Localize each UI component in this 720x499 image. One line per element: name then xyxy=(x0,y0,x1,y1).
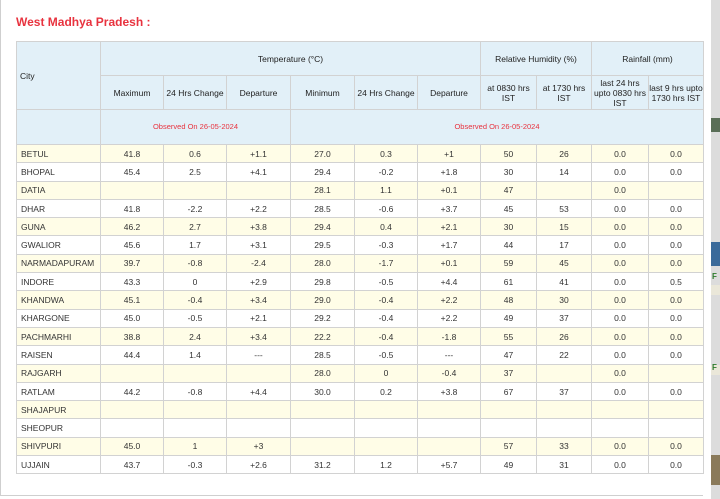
cell-rh-1730: 14 xyxy=(537,163,592,181)
cell-departure-min xyxy=(418,401,481,419)
observed-date-max: Observed On 26-05-2024 xyxy=(101,110,291,145)
cell-departure-min: +5.7 xyxy=(418,456,481,474)
cell-maximum: 45.6 xyxy=(101,236,164,254)
cell-change24-min: -0.4 xyxy=(355,309,418,327)
table-row xyxy=(17,199,704,217)
cell-minimum xyxy=(291,437,355,455)
cell-departure-max: +4.1 xyxy=(227,163,291,181)
cell-rh-1730: 45 xyxy=(537,254,592,272)
cell-change24-max: 2.5 xyxy=(164,163,227,181)
cell-change24-min: -0.4 xyxy=(355,291,418,309)
cell-minimum: 28.0 xyxy=(291,364,355,382)
header-departure-max: Departure xyxy=(227,76,291,110)
weather-table-wrapper xyxy=(16,41,703,474)
cell-rh-0830: 57 xyxy=(481,437,537,455)
cell-departure-max: -2.4 xyxy=(227,254,291,272)
cell-change24-min: -0.5 xyxy=(355,273,418,291)
header-departure-min: Departure xyxy=(418,76,481,110)
cell-maximum: 46.2 xyxy=(101,218,164,236)
table-row xyxy=(17,218,704,236)
cell-maximum: 39.7 xyxy=(101,254,164,272)
cell-maximum xyxy=(101,401,164,419)
cell-change24-max: -2.2 xyxy=(164,199,227,217)
cell-rh-1730: 37 xyxy=(537,382,592,400)
cell-change24-max: 1.4 xyxy=(164,346,227,364)
cell-change24-max: -0.3 xyxy=(164,456,227,474)
cell-minimum: 31.2 xyxy=(291,456,355,474)
cell-departure-max xyxy=(227,419,291,437)
cell-rain-24 xyxy=(592,419,649,437)
cell-rain-24: 0.0 xyxy=(592,346,649,364)
cell-maximum: 45.1 xyxy=(101,291,164,309)
cell-change24-min: -0.6 xyxy=(355,199,418,217)
cell-rh-0830: 59 xyxy=(481,254,537,272)
header-rain-9: last 9 hrs upto 1730 hrs IST xyxy=(649,76,704,110)
cell-rain-24: 0.0 xyxy=(592,382,649,400)
cell-rh-1730: 26 xyxy=(537,327,592,345)
table-row xyxy=(17,254,704,272)
cell-departure-min: +4.4 xyxy=(418,273,481,291)
cell-rain-9: 0.0 xyxy=(649,456,704,474)
cell-rh-0830: 37 xyxy=(481,364,537,382)
cell-minimum: 28.1 xyxy=(291,181,355,199)
cell-rain-9: 0.0 xyxy=(649,309,704,327)
region-heading: West Madhya Pradesh : xyxy=(16,15,151,29)
cell-city: KHARGONE xyxy=(17,309,101,327)
cell-rain-24: 0.0 xyxy=(592,199,649,217)
table-header xyxy=(17,42,704,145)
table-row xyxy=(17,163,704,181)
cell-change24-max: -0.4 xyxy=(164,291,227,309)
table-row xyxy=(17,273,704,291)
header-rain-24: last 24 hrs upto 0830 hrs IST xyxy=(592,76,649,110)
cell-rh-1730: 41 xyxy=(537,273,592,291)
cell-change24-max: 1 xyxy=(164,437,227,455)
header-city: City xyxy=(17,42,101,110)
cell-departure-max xyxy=(227,181,291,199)
cell-rh-0830: 55 xyxy=(481,327,537,345)
cell-minimum: 28.5 xyxy=(291,199,355,217)
cell-city: GWALIOR xyxy=(17,236,101,254)
cell-minimum: 29.5 xyxy=(291,236,355,254)
cell-rh-0830: 30 xyxy=(481,218,537,236)
table-row xyxy=(17,346,704,364)
header-change24-min: 24 Hrs Change xyxy=(355,76,418,110)
cell-rain-9: 0.0 xyxy=(649,236,704,254)
cell-city: BETUL xyxy=(17,145,101,163)
cell-rain-24: 0.0 xyxy=(592,145,649,163)
header-humidity: Relative Humidity (%) xyxy=(481,42,592,76)
table-row xyxy=(17,327,704,345)
cell-maximum: 38.8 xyxy=(101,327,164,345)
cell-maximum: 44.2 xyxy=(101,382,164,400)
cell-change24-min: 0.3 xyxy=(355,145,418,163)
cell-departure-max: +3.1 xyxy=(227,236,291,254)
cell-departure-max: +3.8 xyxy=(227,218,291,236)
cell-rain-24: 0.0 xyxy=(592,291,649,309)
cell-rh-0830 xyxy=(481,419,537,437)
cell-departure-min xyxy=(418,419,481,437)
cell-change24-min: -0.3 xyxy=(355,236,418,254)
cell-rain-24: 0.0 xyxy=(592,273,649,291)
cell-change24-min: 1.2 xyxy=(355,456,418,474)
cell-city: RAJGARH xyxy=(17,364,101,382)
cell-minimum: 29.2 xyxy=(291,309,355,327)
cell-change24-max: 0 xyxy=(164,273,227,291)
cell-change24-min: -0.5 xyxy=(355,346,418,364)
cell-rain-24: 0.0 xyxy=(592,364,649,382)
cell-rh-0830: 44 xyxy=(481,236,537,254)
cell-departure-min: +3.8 xyxy=(418,382,481,400)
cell-departure-max: +2.2 xyxy=(227,199,291,217)
cell-rh-0830: 47 xyxy=(481,346,537,364)
cell-rh-1730: 26 xyxy=(537,145,592,163)
cell-change24-max: 1.7 xyxy=(164,236,227,254)
cell-rh-1730: 30 xyxy=(537,291,592,309)
cell-rain-9: 0.0 xyxy=(649,163,704,181)
cell-maximum: 44.4 xyxy=(101,346,164,364)
cell-departure-min: +1.7 xyxy=(418,236,481,254)
cell-change24-min xyxy=(355,401,418,419)
table-row xyxy=(17,437,704,455)
cell-city: PACHMARHI xyxy=(17,327,101,345)
cell-rain-24: 0.0 xyxy=(592,456,649,474)
cell-departure-min: +1.8 xyxy=(418,163,481,181)
cell-rain-24: 0.0 xyxy=(592,437,649,455)
observed-date-min: Observed On 26-05-2024 xyxy=(291,110,704,145)
cell-city: NARMADAPURAM xyxy=(17,254,101,272)
cell-departure-max: +2.9 xyxy=(227,273,291,291)
header-rh-1730: at 1730 hrs IST xyxy=(537,76,592,110)
table-row xyxy=(17,401,704,419)
cell-city: RAISEN xyxy=(17,346,101,364)
cell-city: DATIA xyxy=(17,181,101,199)
cell-departure-max xyxy=(227,364,291,382)
cell-rh-0830: 49 xyxy=(481,456,537,474)
cell-rh-1730: 31 xyxy=(537,456,592,474)
cell-departure-max: +3.4 xyxy=(227,291,291,309)
cell-departure-min: +3.7 xyxy=(418,199,481,217)
cell-maximum xyxy=(101,181,164,199)
cell-city: INDORE xyxy=(17,273,101,291)
cell-maximum: 43.3 xyxy=(101,273,164,291)
cell-rain-9 xyxy=(649,419,704,437)
cell-minimum xyxy=(291,401,355,419)
cell-rh-1730 xyxy=(537,401,592,419)
table-row xyxy=(17,419,704,437)
cell-rain-24: 0.0 xyxy=(592,181,649,199)
cell-city: SHEOPUR xyxy=(17,419,101,437)
cell-departure-max: +3.4 xyxy=(227,327,291,345)
cell-change24-max xyxy=(164,181,227,199)
cell-departure-min: +2.2 xyxy=(418,309,481,327)
cell-departure-min: +0.1 xyxy=(418,254,481,272)
cell-city: DHAR xyxy=(17,199,101,217)
cell-departure-max: +2.6 xyxy=(227,456,291,474)
side-mark: F xyxy=(712,363,717,372)
cell-change24-max: 0.6 xyxy=(164,145,227,163)
cell-departure-min: -0.4 xyxy=(418,364,481,382)
cell-rain-9: 0.0 xyxy=(649,327,704,345)
cell-departure-min: +2.1 xyxy=(418,218,481,236)
cell-rh-0830: 47 xyxy=(481,181,537,199)
cell-rain-9 xyxy=(649,364,704,382)
table-row xyxy=(17,309,704,327)
cell-rh-0830: 48 xyxy=(481,291,537,309)
cell-rh-0830: 49 xyxy=(481,309,537,327)
cell-minimum: 29.4 xyxy=(291,218,355,236)
weather-table xyxy=(16,41,704,474)
cell-rain-24: 0.0 xyxy=(592,218,649,236)
cell-change24-max xyxy=(164,401,227,419)
cell-city: UJJAIN xyxy=(17,456,101,474)
cell-maximum: 45.4 xyxy=(101,163,164,181)
cell-change24-min: 0.2 xyxy=(355,382,418,400)
cell-rh-1730 xyxy=(537,364,592,382)
cell-departure-min: +0.1 xyxy=(418,181,481,199)
cell-departure-max: --- xyxy=(227,346,291,364)
cell-change24-max: -0.8 xyxy=(164,382,227,400)
table-row xyxy=(17,236,704,254)
cell-rh-1730: 33 xyxy=(537,437,592,455)
table-row xyxy=(17,364,704,382)
cell-rain-9: 0.0 xyxy=(649,199,704,217)
cell-change24-max xyxy=(164,364,227,382)
side-mark: F xyxy=(712,272,717,281)
cell-rh-1730: 15 xyxy=(537,218,592,236)
table-body xyxy=(17,145,704,474)
cell-minimum: 22.2 xyxy=(291,327,355,345)
cell-change24-max xyxy=(164,419,227,437)
cell-maximum: 41.8 xyxy=(101,199,164,217)
table-row xyxy=(17,145,704,163)
cell-city: KHANDWA xyxy=(17,291,101,309)
header-blank xyxy=(17,110,101,145)
cell-change24-min xyxy=(355,419,418,437)
cell-rain-9: 0.0 xyxy=(649,437,704,455)
cell-departure-min: --- xyxy=(418,346,481,364)
cell-rh-0830 xyxy=(481,401,537,419)
cell-departure-max: +4.4 xyxy=(227,382,291,400)
cell-rain-9: 0.0 xyxy=(649,254,704,272)
cell-maximum xyxy=(101,364,164,382)
cell-minimum: 29.4 xyxy=(291,163,355,181)
cell-change24-max: -0.8 xyxy=(164,254,227,272)
cell-minimum: 28.0 xyxy=(291,254,355,272)
cell-rain-24: 0.0 xyxy=(592,309,649,327)
table-row xyxy=(17,456,704,474)
cell-change24-max: -0.5 xyxy=(164,309,227,327)
cell-city: SHIVPURI xyxy=(17,437,101,455)
table-row xyxy=(17,291,704,309)
header-maximum: Maximum xyxy=(101,76,164,110)
cell-rh-0830: 67 xyxy=(481,382,537,400)
cell-departure-min: -1.8 xyxy=(418,327,481,345)
cell-rain-24: 0.0 xyxy=(592,163,649,181)
cell-departure-min: +2.2 xyxy=(418,291,481,309)
cell-rh-0830: 30 xyxy=(481,163,537,181)
cell-minimum: 29.0 xyxy=(291,291,355,309)
cell-rh-1730 xyxy=(537,419,592,437)
cell-rain-9: 0.0 xyxy=(649,291,704,309)
cell-rh-1730: 22 xyxy=(537,346,592,364)
cell-rain-9 xyxy=(649,181,704,199)
cell-change24-min: 0.4 xyxy=(355,218,418,236)
cell-change24-min: 1.1 xyxy=(355,181,418,199)
cell-departure-max: +1.1 xyxy=(227,145,291,163)
cell-rh-1730: 37 xyxy=(537,309,592,327)
cell-rain-24 xyxy=(592,401,649,419)
cell-minimum: 28.5 xyxy=(291,346,355,364)
cell-rain-9: 0.0 xyxy=(649,218,704,236)
cell-change24-min xyxy=(355,437,418,455)
cell-maximum: 43.7 xyxy=(101,456,164,474)
cell-change24-max: 2.7 xyxy=(164,218,227,236)
cell-rain-24: 0.0 xyxy=(592,236,649,254)
cell-change24-min: -0.2 xyxy=(355,163,418,181)
cell-rain-24: 0.0 xyxy=(592,327,649,345)
cell-rh-0830: 45 xyxy=(481,199,537,217)
cell-change24-min: -1.7 xyxy=(355,254,418,272)
cell-rh-1730: 53 xyxy=(537,199,592,217)
cell-minimum: 30.0 xyxy=(291,382,355,400)
cell-city: SHAJAPUR xyxy=(17,401,101,419)
cell-maximum: 45.0 xyxy=(101,309,164,327)
cell-minimum: 29.8 xyxy=(291,273,355,291)
cell-departure-max: +3 xyxy=(227,437,291,455)
adjacent-window-edge xyxy=(711,0,720,499)
cell-city: GUNA xyxy=(17,218,101,236)
cell-departure-min xyxy=(418,437,481,455)
cell-change24-min: -0.4 xyxy=(355,327,418,345)
header-change24-max: 24 Hrs Change xyxy=(164,76,227,110)
header-rainfall: Rainfall (mm) xyxy=(592,42,704,76)
cell-rain-24: 0.0 xyxy=(592,254,649,272)
header-temperature: Temperature (°C) xyxy=(101,42,481,76)
cell-city: BHOPAL xyxy=(17,163,101,181)
cell-minimum: 27.0 xyxy=(291,145,355,163)
cell-rh-1730: 17 xyxy=(537,236,592,254)
cell-rain-9: 0.0 xyxy=(649,382,704,400)
header-minimum: Minimum xyxy=(291,76,355,110)
cell-rh-0830: 50 xyxy=(481,145,537,163)
cell-maximum xyxy=(101,419,164,437)
cell-rh-0830: 61 xyxy=(481,273,537,291)
cell-rain-9: 0.0 xyxy=(649,145,704,163)
cell-rain-9: 0.0 xyxy=(649,346,704,364)
table-row xyxy=(17,382,704,400)
table-row xyxy=(17,181,704,199)
cell-change24-min: 0 xyxy=(355,364,418,382)
cell-departure-max xyxy=(227,401,291,419)
cell-minimum xyxy=(291,419,355,437)
cell-rain-9 xyxy=(649,401,704,419)
cell-change24-max: 2.4 xyxy=(164,327,227,345)
cell-departure-min: +1 xyxy=(418,145,481,163)
cell-rain-9: 0.5 xyxy=(649,273,704,291)
cell-rh-1730 xyxy=(537,181,592,199)
cell-city: RATLAM xyxy=(17,382,101,400)
cell-maximum: 41.8 xyxy=(101,145,164,163)
header-rh-0830: at 0830 hrs IST xyxy=(481,76,537,110)
cell-departure-max: +2.1 xyxy=(227,309,291,327)
cell-maximum: 45.0 xyxy=(101,437,164,455)
